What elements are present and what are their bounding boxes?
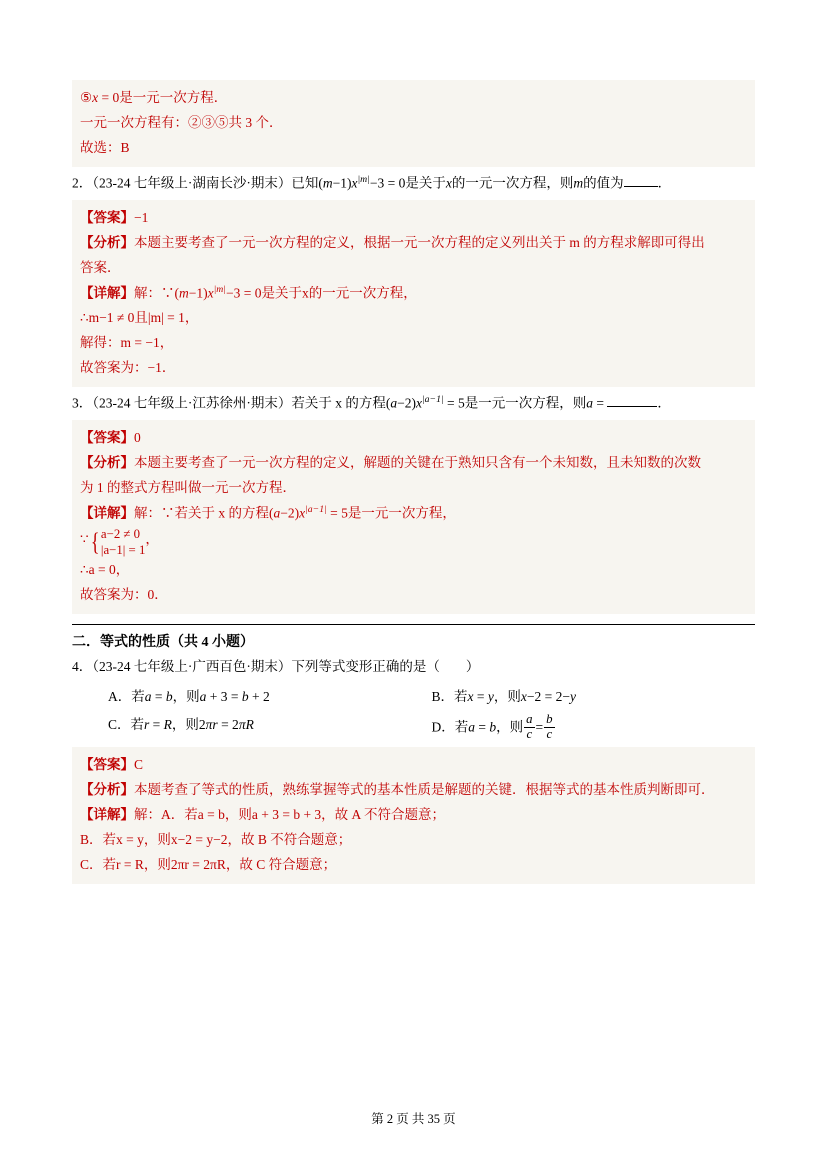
question-3-stem-mid: 是一元一次方程，则 xyxy=(464,395,587,411)
q3-analysis-line-2: 为 1 的整式方程叫做一元一次方程． xyxy=(80,479,296,495)
choice-d-mid: ，则 xyxy=(496,720,524,736)
choice-a-label: A． xyxy=(108,689,132,705)
question-3-answer-block xyxy=(72,420,755,614)
choice-b[interactable]: B．若x = y，则x−2 = 2−y xyxy=(431,689,576,705)
q3-detail-line-1-rest: 是一元一次方程， xyxy=(347,505,456,521)
continued-line-1-text: 是一元一次方程． xyxy=(119,90,228,105)
q4-detail-tag: 【详解】 xyxy=(80,807,134,823)
choice-c-mid: ，则 xyxy=(171,717,199,733)
question-3-stem: 3．（23-24 七年级上·江苏徐州·期末）若关于 x 的方程$(a-2)x^{|a-1|} = 5$是一元一次方程，则a = ． xyxy=(72,393,671,411)
q2-analysis-line-2: 答案． xyxy=(80,259,121,275)
choice-c[interactable]: C．若r = R，则2πr = 2πR xyxy=(108,717,254,733)
q2-detail-line-1: 【详解】解：$\because(m-1)x^{|m|}-3 = 0$是关于x的一元一次方程， xyxy=(80,283,417,301)
q2-detail-line-1-rest: 是关于x的一元一次方程， xyxy=(261,285,417,301)
q3-analysis-text-1: 本题主要考查了一元一次方程的定义，解题的关键在于熟知只含有一个未知数，且未知数的次数 xyxy=(134,454,701,470)
q2-detail-tag: 【详解】 xyxy=(80,285,134,301)
choice-d[interactable]: D．若a = b，则 $\frac{a}{c}$ = $\frac{b}{c}$ xyxy=(431,712,553,741)
q2-detail-line-4: 故答案为：−1． xyxy=(80,360,176,376)
q2-detail-lead: 解： xyxy=(134,285,161,301)
choice-b-label: B． xyxy=(431,689,455,705)
q3-detail-line-3: ∴a = 0， xyxy=(80,562,130,578)
choice-b-prefix: 若 xyxy=(454,689,468,705)
q2-detail-line-3: 解得：m = −1， xyxy=(80,335,174,351)
q3-detail-line-1: 【详解】解：∵若关于 x 的方程$(a-2)x^{|a-1|} = 5$是一元一次方程， xyxy=(80,503,456,521)
continued-line-3: 故选：B xyxy=(80,139,130,155)
question-4-stem-prefix: 4．（23-24 七年级上·广西百色·期末）下列等式变形正确的是（ xyxy=(72,659,440,675)
continued-line-1: ⑤x = 0是一元一次方程． xyxy=(80,90,228,105)
question-4-stem xyxy=(72,655,755,679)
fraction-a-over-c: $\frac{a}{c}$ xyxy=(526,712,533,741)
question-2-answer-block xyxy=(72,200,755,387)
choice-a-prefix: 若 xyxy=(131,689,145,705)
system-row-2: |a−1| = 1 xyxy=(100,543,146,558)
left-brace-icon: { xyxy=(90,526,100,556)
section-heading-2 xyxy=(72,624,755,651)
question-2-stem: 2．（23-24 七年级上·湖南长沙·期末）已知$(m-1)x^{|m|}-3 = 0$是关于x的一元一次方程，则m的值为 ． xyxy=(72,173,672,191)
choice-b-mid: ，则 xyxy=(493,689,521,705)
fraction-b-over-c: $\frac{b}{c}$ xyxy=(546,712,553,741)
question-4-stem-suffix: ） xyxy=(465,659,480,675)
q2-detail-line-2: ∴m−1 ≠ 0且|m| = 1， xyxy=(80,310,199,326)
choice-c-prefix: 若 xyxy=(130,717,145,733)
q3-detail-system: ∵ { a−2 ≠ 0 |a−1| = 1 ， xyxy=(80,526,159,558)
q3-answer-line xyxy=(80,426,747,451)
q4-answer-line xyxy=(80,753,747,778)
system-tail: ， xyxy=(145,531,159,547)
q4-detail-text-1: 解：A．若a = b，则a + 3 = b + 3，故 A 不符合题意； xyxy=(134,807,445,823)
question-2-stem-prefix: 2．（23-24 七年级上·湖南长沙·期末）已知 xyxy=(72,175,319,191)
page-footer: 第 2 页 共 35 页 xyxy=(371,1112,456,1126)
q3-analysis-line-1 xyxy=(80,451,747,476)
q2-analysis-text-1: 本题主要考查了一元一次方程的定义，根据一元一次方程的定义列出关于 m 的方程求解即可得出 xyxy=(134,234,705,250)
page-content xyxy=(72,80,755,884)
q3-answer-tag: 【答案】 xyxy=(80,429,134,445)
choice-a-mid: ，则 xyxy=(172,689,200,705)
choice-d-label: D． xyxy=(431,720,455,736)
q4-detail-line-2: B．若x = y，则x−2 = y−2，故 B 不符合题意； xyxy=(80,832,352,848)
q4-answer-tag: 【答案】 xyxy=(80,757,134,773)
question-2-stem-suffix: 的值为 xyxy=(583,175,624,191)
question-3-stem-prefix: 3．（23-24 七年级上·江苏徐州·期末）若关于 x 的方程 xyxy=(72,395,386,411)
section-heading-2-label: 二．等式的性质（共 4 小题） xyxy=(72,635,254,651)
q3-analysis-tag: 【分析】 xyxy=(80,454,134,470)
q4-detail-line-3: C．若r = R，则2πr = 2πR，故 C 符合题意； xyxy=(80,857,337,873)
q2-answer-line xyxy=(80,206,747,231)
choice-c-label: C． xyxy=(108,717,131,733)
q3-answer-value: 0 xyxy=(134,429,141,445)
answer-blank xyxy=(607,406,657,407)
q2-answer-value: −1 xyxy=(134,209,149,225)
q4-analysis-tag: 【分析】 xyxy=(80,782,134,798)
q2-analysis-tag: 【分析】 xyxy=(80,234,134,250)
choice-a[interactable]: A．若a = b，则a + 3 = b + 2 xyxy=(108,689,270,705)
system-row-1: a−2 ≠ 0 xyxy=(100,527,141,542)
q2-analysis-line-1 xyxy=(80,231,747,256)
continued-line-2: 一元一次方程有：②③⑤共 3 个． xyxy=(80,114,283,130)
answer-blank xyxy=(624,186,658,187)
q3-detail-line-4: 故答案为：0． xyxy=(80,587,168,603)
q2-answer-tag: 【答案】 xyxy=(80,209,134,225)
q4-detail-line-1 xyxy=(80,803,747,828)
question-4-answer-block xyxy=(72,747,755,884)
answer-block-continued xyxy=(72,80,755,167)
q4-analysis-text: 本题考查了等式的性质，熟练掌握等式的基本性质是解题的关键．根据等式的基本性质判断即可． xyxy=(134,782,715,798)
q3-detail-tag: 【详解】 xyxy=(80,505,134,521)
q4-analysis-line xyxy=(80,778,747,803)
question-2-stem-mid: 是关于 xyxy=(405,175,446,191)
q4-answer-value: C xyxy=(134,757,144,773)
q3-detail-lead: 解：∵若关于 x 的方程 xyxy=(134,505,269,521)
choice-d-prefix: 若 xyxy=(454,720,469,736)
question-2-stem-mid2: 的一元一次方程，则 xyxy=(451,175,574,191)
equation-system xyxy=(89,526,146,558)
question-4-choices xyxy=(72,685,755,741)
